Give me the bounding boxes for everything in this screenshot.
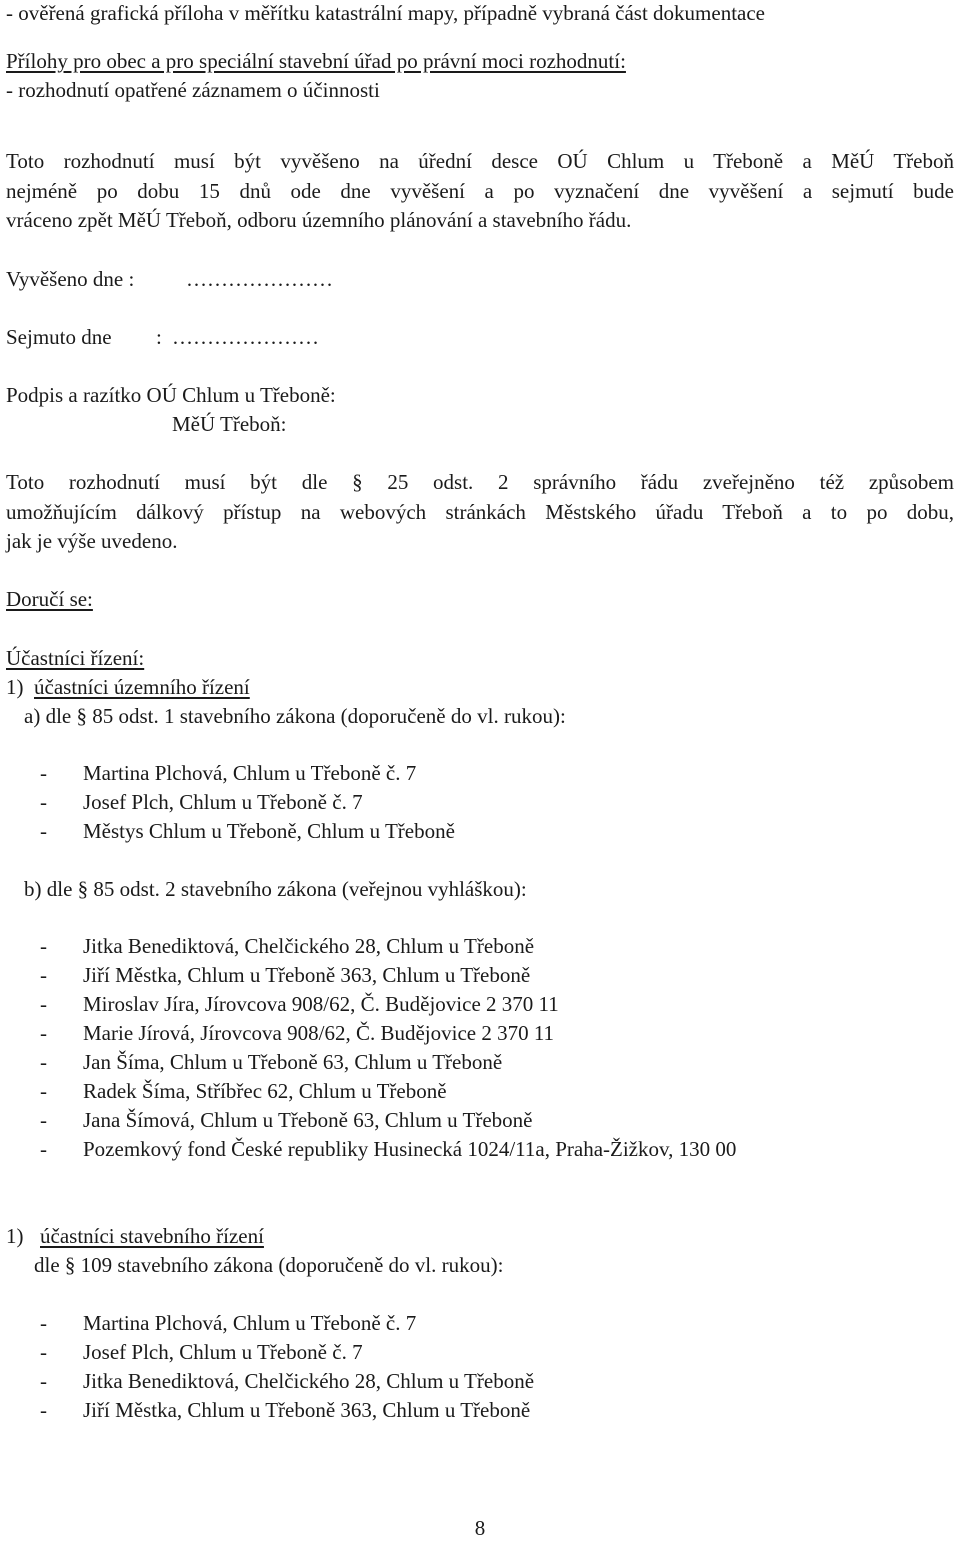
recipient: Jana Šímová, Chlum u Třeboně 63, Chlum u Třeboně	[83, 1108, 533, 1132]
posted-date-label: Vyvěšeno dne :	[6, 267, 135, 291]
publication-line: jak je výše uvedeno.	[6, 529, 178, 553]
recipient: Pozemkový fond České republiky Husinecká 1024/11a, Praha-Žižkov, 130 00	[83, 1137, 737, 1161]
attachments-item: - rozhodnutí opatřené záznamem o účinnosti	[6, 78, 380, 102]
recipient: Marie Jírová, Jírovcova 908/62, Č. Budějovice 2 370 11	[83, 1021, 555, 1045]
territorial-section-title: účastníci územního řízení	[34, 675, 250, 699]
recipient: Jan Šíma, Chlum u Třeboně 63, Chlum u Třeboně	[83, 1050, 503, 1074]
recipient: Radek Šíma, Stříbřec 62, Chlum u Třeboně	[83, 1079, 447, 1103]
attachments-heading: Přílohy pro obec a pro speciální stavební úřad po právní moci rozhodnutí:	[6, 49, 626, 73]
list-dash: -	[40, 1398, 47, 1422]
participants-heading: Účastníci řízení:	[6, 646, 145, 670]
removed-date-colon: :	[156, 325, 162, 349]
list-dash: -	[40, 819, 47, 843]
list-dash: -	[40, 934, 47, 958]
recipient: Jitka Benediktová, Chelčického 28, Chlum u Třeboně	[83, 1369, 535, 1393]
list-dash: -	[40, 790, 47, 814]
building-section-title: účastníci stavebního řízení	[40, 1224, 264, 1248]
list-dash: -	[40, 1311, 47, 1335]
posted-date-field: …………………	[186, 267, 333, 291]
posting-paragraph-line: Toto rozhodnutí musí být vyvěšeno na úřední desce OÚ Chlum u Třeboně a MěÚ Třeboň	[6, 149, 954, 173]
recipient: Jitka Benediktová, Chelčického 28, Chlum u Třeboně	[83, 934, 535, 958]
group-a-label: a) dle § 85 odst. 1 stavebního zákona (doporučeně do vl. rukou):	[24, 704, 566, 728]
posting-paragraph-line: nejméně po dobu 15 dnů ode dne vyvěšení a po vyznačení dne vyvěšení a sejmutí bude	[6, 179, 954, 203]
list-dash: -	[40, 1369, 47, 1393]
attachment-line: - ověřená grafická příloha v měřítku katastrální mapy, případně vybraná část dokumentace	[6, 1, 765, 25]
recipient: Jiří Městka, Chlum u Třeboně 363, Chlum u Třeboně	[83, 1398, 531, 1422]
page-number: 8	[474, 1516, 486, 1540]
recipient: Josef Plch, Chlum u Třeboně č. 7	[83, 790, 363, 814]
removed-date-field: …………………	[172, 325, 319, 349]
group-b-label: b) dle § 85 odst. 2 stavebního zákona (veřejnou vyhláškou):	[24, 877, 527, 901]
recipient: Josef Plch, Chlum u Třeboně č. 7	[83, 1340, 363, 1364]
list-dash: -	[40, 1108, 47, 1132]
delivery-heading: Doručí se:	[6, 587, 93, 611]
building-section-label: dle § 109 stavebního zákona (doporučeně do vl. rukou):	[34, 1253, 504, 1277]
list-dash: -	[40, 1340, 47, 1364]
recipient: Miroslav Jíra, Jírovcova 908/62, Č. Budějovice 2 370 11	[83, 992, 559, 1016]
list-dash: -	[40, 1137, 47, 1161]
list-dash: -	[40, 1050, 47, 1074]
recipient: Martina Plchová, Chlum u Třeboně č. 7	[83, 761, 417, 785]
signature-label-secondary: MěÚ Třeboň:	[172, 412, 287, 436]
removed-date-label: Sejmuto dne	[6, 325, 112, 349]
recipient: Martina Plchová, Chlum u Třeboně č. 7	[83, 1311, 417, 1335]
territorial-section-number: 1)	[6, 675, 24, 699]
list-dash: -	[40, 992, 47, 1016]
list-dash: -	[40, 1021, 47, 1045]
publication-line: Toto rozhodnutí musí být dle § 25 odst. 2 správního řádu zveřejněno též způsobem	[6, 470, 954, 494]
posting-paragraph-line: vráceno zpět MěÚ Třeboň, odboru územního plánování a stavebního řádu.	[6, 208, 632, 232]
recipient: Jiří Městka, Chlum u Třeboně 363, Chlum u Třeboně	[83, 963, 531, 987]
signature-label: Podpis a razítko OÚ Chlum u Třeboně:	[6, 383, 336, 407]
list-dash: -	[40, 761, 47, 785]
list-dash: -	[40, 963, 47, 987]
building-section-number: 1)	[6, 1224, 24, 1248]
list-dash: -	[40, 1079, 47, 1103]
publication-line: umožňujícím dálkový přístup na webových stránkách Městského úřadu Třeboň a to po dobu,	[6, 500, 954, 524]
recipient: Městys Chlum u Třeboně, Chlum u Třeboně	[83, 819, 455, 843]
